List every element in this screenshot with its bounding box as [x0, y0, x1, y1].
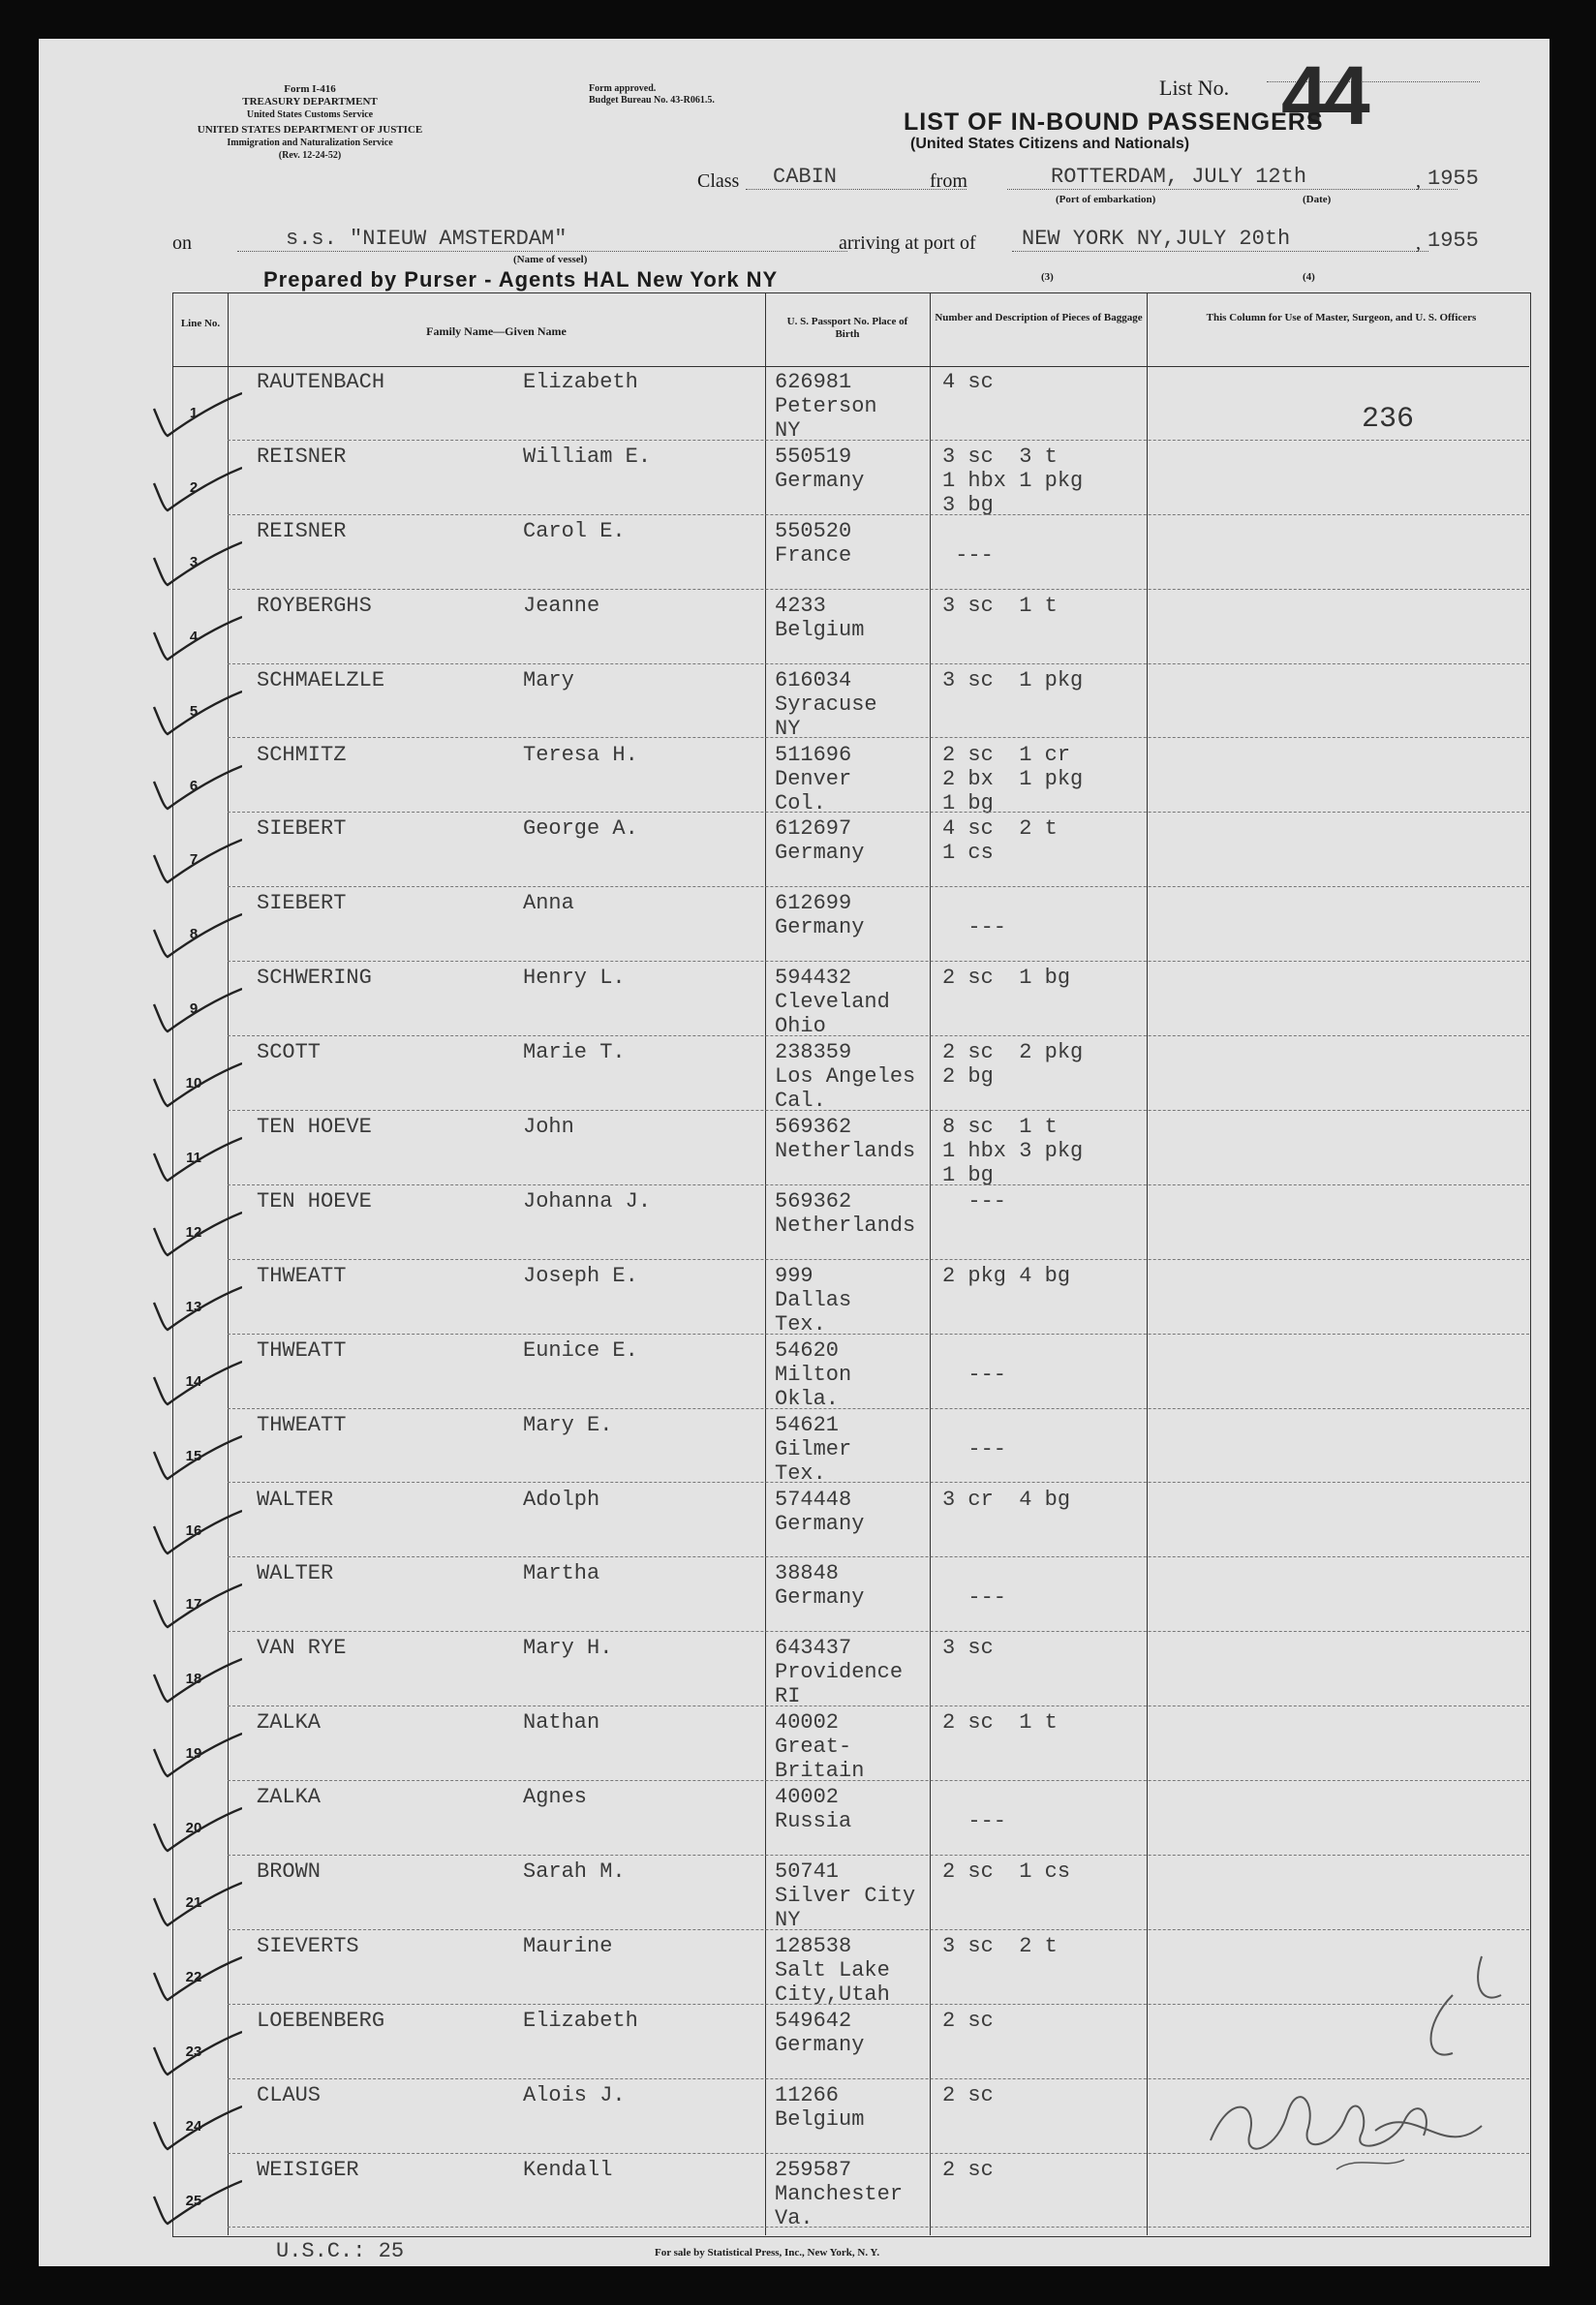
- baggage-description: 2 sc 1 cr 2 bx 1 pkg 1 bg: [942, 742, 1084, 815]
- on-label: on: [172, 232, 192, 254]
- given-name: Joseph E.: [523, 1263, 638, 1288]
- baggage-description: 3 sc 3 t 1 hbx 1 pkg 3 bg: [942, 444, 1084, 517]
- line-number: 24: [185, 2117, 202, 2135]
- given-name: Adolph: [523, 1487, 600, 1512]
- baggage-description: ---: [967, 1436, 1007, 1461]
- table-row: [189, 664, 1529, 741]
- line-number: 7: [189, 851, 199, 869]
- family-name: THWEATT: [257, 1263, 347, 1288]
- table-row: [189, 590, 1529, 664]
- customs-label: United States Customs Service: [246, 109, 374, 120]
- check-mark: [150, 1657, 242, 1706]
- given-name: Mary: [523, 667, 574, 692]
- passport-and-birthplace: 511696 Denver Col.: [775, 742, 852, 815]
- given-name: Alois J.: [523, 2082, 626, 2107]
- passport-and-birthplace: 128538 Salt Lake City,Utah: [775, 1933, 890, 2007]
- family-name: VAN RYE: [257, 1636, 347, 1661]
- given-name: Carol E.: [523, 518, 626, 543]
- check-mark: [150, 1211, 242, 1259]
- table-row: [185, 1185, 1529, 1260]
- passport-and-birthplace: 626981 Peterson NY: [775, 370, 877, 443]
- treasury-label: TREASURY DEPARTMENT: [242, 96, 378, 108]
- inspector-signature: [1191, 1937, 1520, 2189]
- ins-label: Immigration and Naturalization Service: [227, 138, 393, 148]
- table-row: [189, 813, 1529, 887]
- line-number: 25: [185, 2192, 202, 2209]
- baggage-description: ---: [967, 915, 1007, 940]
- baggage-description: 8 sc 1 t 1 hbx 3 pkg 1 bg: [942, 1115, 1084, 1187]
- passport-and-birthplace: 549642 Germany: [775, 2008, 865, 2057]
- col-header-line-no: Line No.: [180, 318, 221, 329]
- baggage-description: 2 sc 2 pkg 2 bg: [942, 1040, 1084, 1090]
- family-name: LOEBENBERG: [257, 2008, 385, 2033]
- line-number: 2: [189, 478, 199, 496]
- given-name: Eunice E.: [523, 1337, 638, 1363]
- usc-count: U.S.C.: 25: [276, 2239, 405, 2263]
- family-name: THWEATT: [257, 1412, 347, 1437]
- family-name: ROYBERGHS: [257, 593, 372, 618]
- baggage-description: 3 sc 1 pkg: [942, 667, 1084, 692]
- check-mark: [150, 764, 242, 813]
- line-number: 10: [185, 1075, 202, 1092]
- baggage-description: 2 sc: [942, 2082, 994, 2107]
- check-mark: [150, 391, 242, 440]
- line-number: 22: [185, 1968, 202, 1985]
- check-mark: [150, 1434, 242, 1483]
- family-name: TEN HOEVE: [257, 1115, 372, 1139]
- baggage-description: 3 sc: [942, 1636, 994, 1661]
- passport-and-birthplace: 38848 Germany: [775, 1561, 865, 1611]
- printer-note: For sale by Statistical Press, Inc., New York, N. Y.: [655, 2247, 880, 2259]
- line-number: 8: [189, 926, 199, 943]
- family-name: THWEATT: [257, 1337, 347, 1363]
- family-name: SIEBERT: [257, 891, 347, 916]
- given-name: Sarah M.: [523, 1859, 626, 1884]
- family-name: SIEVERTS: [257, 1933, 359, 1958]
- table-row: [186, 1111, 1529, 1187]
- year-label: ,: [1416, 170, 1421, 192]
- line-number: 6: [189, 777, 199, 794]
- table-row: [185, 1781, 1529, 1856]
- check-mark: [150, 466, 242, 514]
- check-mark: [150, 1509, 242, 1557]
- date-caption: (Date): [1303, 194, 1332, 205]
- check-mark: [150, 1360, 242, 1408]
- vessel-caption: (Name of vessel): [513, 254, 588, 265]
- col-header-officers: This Column for Use of Master, Surgeon, and U. S. Officers: [1206, 312, 1477, 323]
- line-number: 11: [186, 1150, 201, 1166]
- family-name: SIEBERT: [257, 816, 347, 842]
- table-row: [185, 1706, 1529, 1784]
- given-name: Henry L.: [523, 966, 626, 991]
- given-name: George A.: [523, 816, 638, 842]
- family-name: ZALKA: [257, 1710, 322, 1736]
- passport-and-birthplace: 999 Dallas Tex.: [775, 1263, 852, 1337]
- given-name: Mary H.: [523, 1636, 613, 1661]
- baggage-description: 4 sc: [942, 370, 994, 394]
- family-name: SCHMAELZLE: [257, 667, 385, 692]
- class-label: Class: [697, 170, 740, 192]
- given-name: Maurine: [523, 1933, 613, 1958]
- table-row: [185, 1260, 1529, 1337]
- baggage-description: 2 sc: [942, 2157, 994, 2182]
- class-value: CABIN: [746, 165, 967, 190]
- passport-and-birthplace: 259587 Manchester Va.: [775, 2157, 904, 2230]
- given-name: Kendall: [523, 2157, 613, 2182]
- line-number: 3: [189, 553, 199, 570]
- given-name: John: [523, 1115, 574, 1139]
- given-name: Elizabeth: [523, 2008, 638, 2033]
- line-number: 9: [189, 1000, 199, 1018]
- passport-and-birthplace: 550520 France: [775, 518, 852, 568]
- revision-label: (Rev. 12-24-52): [278, 150, 342, 161]
- check-mark: [150, 1732, 242, 1780]
- family-name: CLAUS: [257, 2082, 322, 2107]
- col-header-name: Family Name—Given Name: [426, 324, 567, 338]
- baggage-description: ---: [942, 1188, 1007, 1214]
- table-row: [185, 1557, 1529, 1632]
- baggage-description: 2 sc 1 bg: [942, 966, 1071, 991]
- check-mark: [150, 1136, 242, 1184]
- line-number: 21: [185, 1894, 202, 1911]
- table-row: [185, 1856, 1529, 1932]
- baggage-description: ---: [955, 542, 994, 568]
- baggage-description: ---: [967, 1809, 1007, 1834]
- row-rule: [228, 2227, 1529, 2228]
- line-number: 15: [185, 1447, 202, 1464]
- table-row: [189, 515, 1529, 590]
- check-mark: [150, 1285, 242, 1334]
- baggage-description: ---: [967, 1585, 1007, 1611]
- line-number: 12: [185, 1223, 202, 1241]
- form-header-block: [155, 83, 465, 162]
- year-comma: ,: [1416, 232, 1421, 254]
- family-name: SCHMITZ: [257, 742, 347, 767]
- passport-and-birthplace: 574448 Germany: [775, 1487, 865, 1536]
- family-name: BROWN: [257, 1859, 322, 1884]
- given-name: Nathan: [523, 1710, 600, 1736]
- line-number: 23: [185, 2043, 202, 2060]
- passport-and-birthplace: 612699 Germany: [775, 891, 865, 940]
- check-mark: [150, 1881, 242, 1929]
- table-row: [185, 1036, 1529, 1114]
- passport-and-birthplace: 11266 Belgium: [775, 2082, 865, 2132]
- port-caption: (Port of embarkation): [1056, 194, 1156, 205]
- passport-and-birthplace: 569362 Netherlands: [775, 1115, 916, 1163]
- check-mark: [150, 615, 242, 663]
- given-name: Elizabeth: [523, 370, 638, 394]
- list-number: 44: [1281, 49, 1366, 142]
- baggage-description: 3 cr 4 bg: [942, 1487, 1071, 1512]
- line-number: 1: [189, 405, 199, 421]
- baggage-description: 2 pkg 4 bg: [942, 1263, 1071, 1288]
- approval-block: [589, 83, 715, 107]
- baggage-description: 2 sc 1 cs: [942, 1859, 1071, 1884]
- list-title: LIST OF IN-BOUND PASSENGERS: [904, 108, 1324, 136]
- passport-and-birthplace: 4233 Belgium: [775, 593, 865, 642]
- family-name: WALTER: [257, 1487, 334, 1512]
- officer-note: 236: [1362, 403, 1415, 436]
- check-mark: [150, 2179, 242, 2228]
- family-name: ZALKA: [257, 1785, 322, 1810]
- line-number: 19: [185, 1745, 202, 1763]
- passport-and-birthplace: 40002 Great- Britain: [775, 1710, 865, 1784]
- given-name: Martha: [523, 1561, 600, 1586]
- given-name: Johanna J.: [523, 1188, 652, 1214]
- col-header-baggage: Number and Description of Pieces of Baggage: [935, 312, 1143, 323]
- line-number: 5: [189, 702, 199, 720]
- check-mark: [150, 2105, 242, 2153]
- family-name: RAUTENBACH: [257, 370, 385, 394]
- passport-and-birthplace: 569362 Netherlands: [775, 1188, 916, 1238]
- check-mark: [150, 1583, 242, 1631]
- line-number: 20: [185, 1820, 202, 1837]
- arriving-label: arriving at port of: [839, 232, 976, 254]
- baggage-description: ---: [967, 1362, 1007, 1387]
- baggage-description: 2 sc: [942, 2008, 994, 2033]
- family-name: WALTER: [257, 1561, 334, 1586]
- check-mark: [150, 690, 242, 738]
- table-row: [189, 739, 1529, 815]
- vessel-value: s.s. "NIEUW AMSTERDAM": [237, 227, 847, 252]
- passport-and-birthplace: 54621 Gilmer Tex.: [775, 1412, 852, 1486]
- baggage-description: 4 sc 2 t 1 cs: [942, 816, 1058, 866]
- given-name: Mary E.: [523, 1412, 613, 1437]
- check-mark: [150, 1061, 242, 1110]
- line-number: 16: [185, 1521, 202, 1539]
- check-mark: [150, 1806, 242, 1855]
- passport-and-birthplace: 643437 Providence RI: [775, 1636, 904, 1709]
- given-name: Teresa H.: [523, 742, 638, 767]
- family-name: REISNER: [257, 444, 347, 469]
- check-mark: [150, 912, 242, 961]
- line-number: 4: [189, 628, 199, 645]
- from-value: ROTTERDAM, JULY 12th: [1007, 165, 1458, 190]
- check-mark: [150, 1955, 242, 2004]
- list-subtitle: (United States Citizens and Nationals): [910, 136, 1190, 152]
- line-number: 14: [185, 1372, 202, 1390]
- passport-and-birthplace: 238359 Los Angeles Cal.: [775, 1040, 916, 1114]
- table-row: [189, 887, 1529, 962]
- passport-and-birthplace: 612697 Germany: [775, 816, 865, 866]
- passport-and-birthplace: 550519 Germany: [775, 444, 865, 493]
- given-name: Agnes: [523, 1785, 588, 1810]
- prepared-by: Prepared by Purser - Agents HAL New York NY: [263, 267, 779, 292]
- arrival-year: 1955: [1427, 229, 1479, 253]
- given-name: Marie T.: [523, 1040, 626, 1065]
- baggage-description: 3 sc 1 t: [942, 593, 1058, 618]
- manifest-page: [39, 39, 1550, 2266]
- table-row: [185, 1484, 1529, 1558]
- table-row: [185, 1632, 1529, 1709]
- justice-label: UNITED STATES DEPARTMENT OF JUSTICE: [197, 124, 423, 136]
- table-row: [189, 441, 1529, 517]
- passport-and-birthplace: 54620 Milton Okla.: [775, 1337, 852, 1411]
- line-number: 18: [185, 1671, 202, 1688]
- caption-4: (4): [1303, 271, 1315, 283]
- caption-3: (3): [1041, 271, 1054, 283]
- baggage-description: 2 sc 1 t: [942, 1710, 1058, 1736]
- from-label: from: [930, 170, 967, 192]
- line-number: 17: [185, 1596, 202, 1614]
- baggage-description: 3 sc 2 t: [942, 1933, 1058, 1958]
- family-name: REISNER: [257, 518, 347, 543]
- form-number: Form I-416: [284, 83, 336, 95]
- check-mark: [150, 838, 242, 886]
- list-no-label: List No.: [1159, 76, 1230, 100]
- table-row: [189, 962, 1529, 1039]
- given-name: William E.: [523, 444, 652, 469]
- passport-and-birthplace: 40002 Russia: [775, 1785, 852, 1834]
- line-number: 13: [185, 1298, 202, 1315]
- passport-and-birthplace: 616034 Syracuse NY: [775, 667, 877, 741]
- departure-year: 1955: [1427, 167, 1479, 191]
- family-name: TEN HOEVE: [257, 1188, 372, 1214]
- passport-and-birthplace: 50741 Silver City NY: [775, 1859, 916, 1932]
- check-mark: [150, 540, 242, 589]
- form-approved: Form approved.: [589, 83, 657, 94]
- family-name: SCOTT: [257, 1040, 322, 1065]
- given-name: Jeanne: [523, 593, 600, 618]
- col-header-passport: U. S. Passport No. Place of Birth: [786, 316, 908, 340]
- check-mark: [150, 2030, 242, 2078]
- budget-bureau: Budget Bureau No. 43-R061.5.: [589, 95, 715, 106]
- given-name: Anna: [523, 891, 574, 916]
- family-name: WEISIGER: [257, 2157, 359, 2182]
- table-row: [185, 1335, 1529, 1411]
- arrival-value: NEW YORK NY,JULY 20th: [1012, 227, 1428, 252]
- table-row: [189, 366, 1529, 443]
- family-name: SCHWERING: [257, 966, 372, 991]
- passport-and-birthplace: 594432 Cleveland Ohio: [775, 966, 890, 1039]
- table-row: [185, 1409, 1529, 1486]
- check-mark: [150, 987, 242, 1035]
